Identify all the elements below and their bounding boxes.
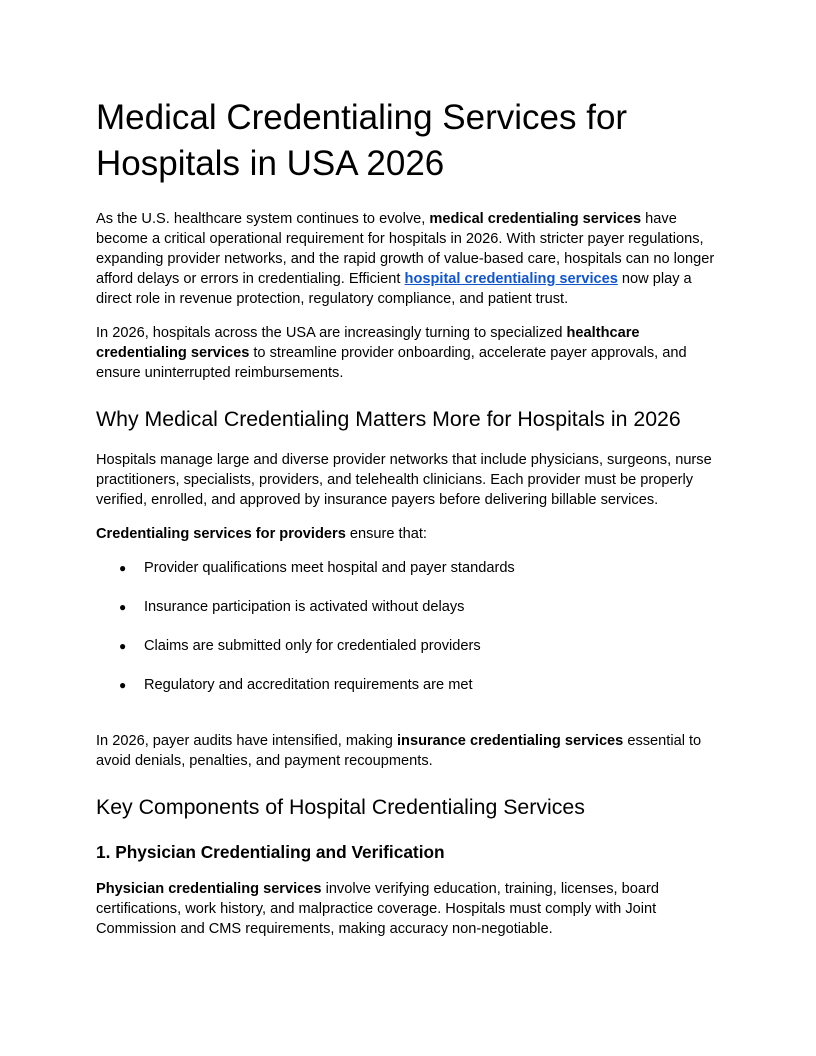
bullet-icon: ● <box>119 678 127 692</box>
bullet-icon: ● <box>119 561 127 575</box>
heading-key-components: Key Components of Hospital Credentialing Services <box>96 795 585 819</box>
list-item: ● Regulatory and accreditation requirements are met <box>119 677 473 693</box>
paragraph-physician-services: Physician credentialing services involve verifying education, training, licenses, board certifications, work history, and malpractice coverage. Hospitals must comply with Joint Commission and CMS requirements, making accuracy non-negotiable. <box>96 881 659 937</box>
document-title: Medical Credentialing Services for Hospitals in USA 2026 <box>96 98 628 183</box>
list-item: ● Claims are submitted only for credentialed providers <box>119 638 481 654</box>
paragraph-ensure-that: Credentialing services for providers ensure that: <box>96 526 427 542</box>
list-item: ● Insurance participation is activated without delays <box>119 599 465 615</box>
paragraph-hospitals-turning: In 2026, hospitals across the USA are increasingly turning to specialized healthcare credentialing services to streamline provider onboarding, accelerate payer approvals, and ensure uninterrupted reimbursements. <box>96 325 687 381</box>
heading-physician-credentialing: 1. Physician Credentialing and Verification <box>96 842 445 862</box>
intro-paragraph: As the U.S. healthcare system continues to evolve, medical credentialing services have become a critical operational requirement for hospitals in 2026. With stricter payer regulations, expanding provider networks, and the rapid growth of value-based care, hospitals can no longer afford delays or errors in credentialing. Efficient hospital credentialing services now play a direct role in revenue protection, regulatory compliance, and patient trust. <box>96 211 715 307</box>
hospital-credentialing-link[interactable]: hospital credentialing services <box>404 271 618 287</box>
bullet-list <box>96 558 515 714</box>
bullet-icon: ● <box>119 600 127 614</box>
paragraph-provider-networks: Hospitals manage large and diverse provider networks that include physicians, surgeons, nurse practitioners, specialists, providers, and telehealth clinicians. Each provider must be properly verified, enrolled, and approved by insurance payers before delivering billable services. <box>96 452 712 508</box>
bullet-icon: ● <box>119 639 127 653</box>
list-item: ● Provider qualifications meet hospital and payer standards <box>119 560 515 576</box>
paragraph-payer-audits: In 2026, payer audits have intensified, making insurance credentialing services essential to avoid denials, penalties, and payment recoupments. <box>96 733 702 769</box>
heading-why-matters: Why Medical Credentialing Matters More for Hospitals in 2026 <box>96 407 681 431</box>
